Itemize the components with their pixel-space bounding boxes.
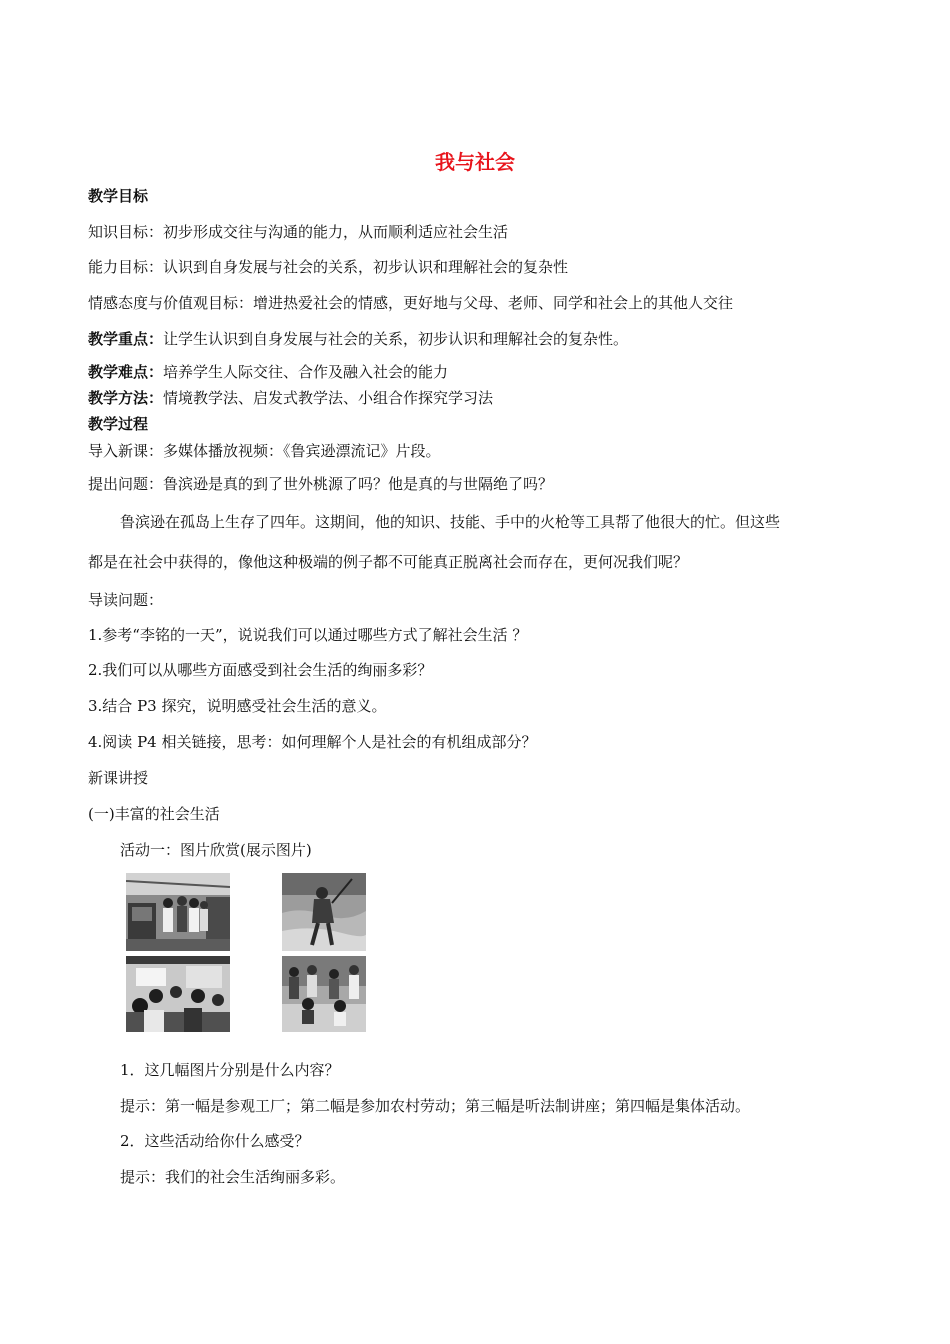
key-point — [88, 329, 628, 349]
difficulty-text: 培养学生人际交往、合作及融入社会的能力 — [163, 363, 449, 381]
group-activity-photo — [282, 956, 386, 1034]
guide-question: 2.我们可以从哪些方面感受到社会生活的绚丽多彩？ — [88, 661, 433, 679]
question-1: 1．这几幅图片分别是什么内容？ — [120, 1061, 340, 1079]
paragraph-line-1: 鲁滨逊在孤岛上生存了四年。这期间，他的知识、技能、手中的火枪等工具帮了他很大的忙。但这些 — [120, 513, 781, 531]
activity-heading: 活动一：图片欣赏(展示图片) — [120, 841, 312, 859]
legal-lecture-photo — [126, 956, 230, 1034]
key-point-label: 教学重点： — [88, 330, 164, 348]
goals-heading: 教学目标 — [88, 187, 149, 205]
difficulty-label: 教学难点： — [88, 363, 164, 381]
new-lesson-heading: 新课讲授 — [88, 769, 149, 787]
paragraph-line-2: 都是在社会中获得的，像他这种极端的例子都不可能真正脱离社会而存在，更何况我们呢？ — [88, 553, 689, 571]
intro-text: 导入新课：多媒体播放视频：《鲁宾逊漂流记》片段。 — [88, 442, 441, 460]
method-text: 情境教学法、启发式教学法、小组合作探究学习法 — [163, 389, 494, 407]
page-title: 我与社会 — [435, 150, 515, 174]
goal-ability: 能力目标：认识到自身发展与社会的关系，初步认识和理解社会的复杂性 — [88, 258, 569, 276]
section-heading: (一)丰富的社会生活 — [88, 805, 220, 823]
guide-question: 1.参考“李铭的一天”，说说我们可以通过哪些方式了解社会生活 ？ — [88, 626, 528, 644]
guide-question: 4.阅读 P4 相关链接，思考：如何理解个人是社会的有机组成部分？ — [88, 733, 537, 751]
guide-heading: 导读问题： — [88, 591, 164, 609]
method — [88, 388, 493, 408]
method-label: 教学方法： — [88, 389, 164, 407]
hint-2: 提示：我们的社会生活绚丽多彩。 — [120, 1168, 346, 1186]
hint-1: 提示：第一幅是参观工厂；第二幅是参加农村劳动；第三幅是听法制讲座；第四幅是集体活动。 — [120, 1097, 751, 1115]
guide-question: 3.结合 P3 探究，说明感受社会生活的意义。 — [88, 697, 387, 715]
difficulty — [88, 362, 448, 382]
process-heading: 教学过程 — [88, 415, 149, 433]
farm-labor-photo — [282, 873, 386, 951]
question-text: 提出问题：鲁滨逊是真的到了世外桃源了吗？他是真的与世隔绝了吗？ — [88, 475, 554, 493]
question-2: 2．这些活动给你什么感受？ — [120, 1132, 310, 1150]
goal-knowledge: 知识目标：初步形成交往与沟通的能力，从而顺利适应社会生活 — [88, 223, 509, 241]
factory-visit-photo — [126, 873, 230, 951]
goal-attitude: 情感态度与价值观目标：增进热爱社会的情感，更好地与父母、老师、同学和社会上的其他人交往 — [88, 294, 734, 312]
key-point-text: 让学生认识到自身发展与社会的关系，初步认识和理解社会的复杂性。 — [163, 330, 629, 348]
